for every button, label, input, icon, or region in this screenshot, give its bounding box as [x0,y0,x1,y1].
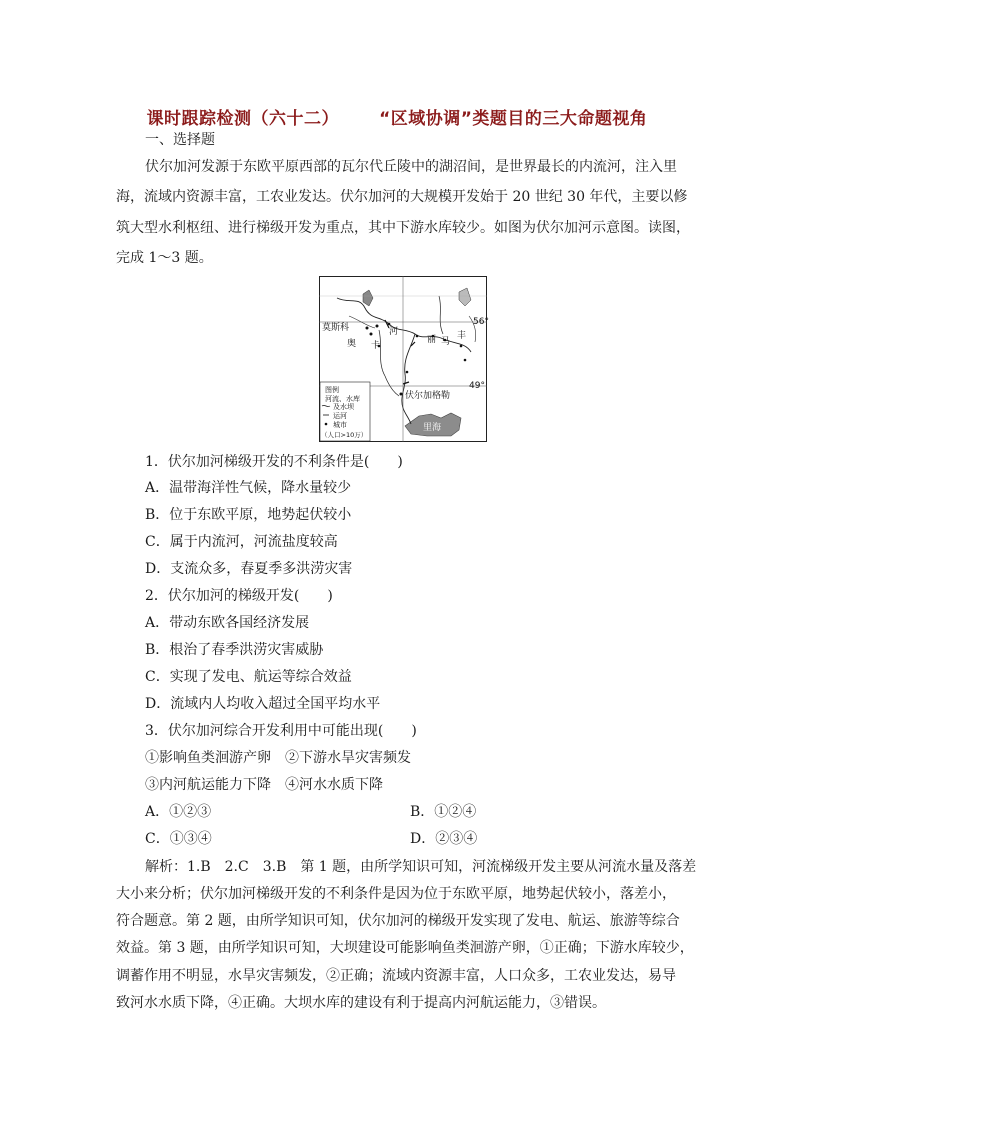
label-lat-49: 49° [469,381,485,391]
q2-option-a: A．带动东欧各国经济发展 [145,615,310,631]
label-he: 河 [389,327,399,337]
label-ao: 奥 [347,339,357,349]
label-moscow: 莫斯科 [322,323,350,333]
label-feng: 丰 [457,331,467,341]
legend-city-note: （人口>10万） [321,431,368,439]
label-caspian: 里海 [423,423,442,433]
q2-option-c: C．实现了发电、航运等综合效益 [145,669,352,685]
section-heading: 一、选择题 [145,132,215,148]
q1-option-d: D．支流众多，春夏季多洪涝灾害 [145,561,353,577]
analysis-line-1: 解析：1.B 2.C 3.B 第 1 题，由所学知识可知，河流梯级开发主要从河流水量及落差 [145,859,697,875]
label-volgograd: 伏尔加格勒 [405,391,451,401]
q3-option-d: D．②③④ [410,831,478,847]
label-ma: 马 [441,337,451,347]
volga-river-map [319,276,487,442]
intro-line-3: 筑大型水利枢纽、进行梯级开发为重点，其中下游水库较少。如图为伏尔加河示意图。读图， [116,220,690,236]
q3-option-b: B．①②④ [410,804,477,820]
intro-line-4: 完成 1～3 题。 [116,250,213,266]
page-title [0,104,794,129]
q2-option-b: B．根治了春季洪涝灾害威胁 [145,642,324,658]
q3-stem: 3．伏尔加河综合开发利用中可能出现( ) [145,723,417,739]
intro-line-1: 伏尔加河发源于东欧平原西部的瓦尔代丘陵中的湖沼间，是世界最长的内流河，注入里 [145,159,677,175]
legend-title: 图例 [325,386,339,394]
analysis-line-6: 致河水水质下降，④正确。大坝水库的建设有利于提高内河航运能力，③错误。 [116,995,606,1011]
label-li: 丽 [427,335,437,345]
q1-stem: 1．伏尔加河梯级开发的不利条件是( ) [145,454,403,470]
legend-dam: 及水坝 [333,403,354,411]
analysis-line-4: 效益。第 3 题，由所学知识可知，大坝建设可能影响鱼类洄游产卵，①正确；下游水库较少， [116,940,694,956]
q3-option-c: C．①③④ [145,831,212,847]
q2-stem: 2．伏尔加河的梯级开发( ) [145,588,333,604]
q3-option-a: A．①②③ [145,804,212,820]
legend-canal: 运河 [333,412,347,420]
legend-river: 河流、水库 [325,395,360,403]
q1-option-c: C．属于内流河，河流盐度较高 [145,534,338,550]
q2-option-d: D．流域内人均收入超过全国平均水平 [145,696,381,712]
q1-option-b: B．位于东欧平原，地势起伏较小 [145,507,352,523]
label-ka: 卡 [371,341,381,351]
analysis-line-5: 调蓄作用不明显，水旱灾害频发，②正确；流域内资源丰富，人口众多，工农业发达，易导 [116,968,676,984]
analysis-line-3: 符合题意。第 2 题，由所学知识可知，伏尔加河的梯级开发实现了发电、航运、旅游等综合 [116,913,680,929]
legend-city: 城市 [333,421,347,429]
q3-statements-2: ③内河航运能力下降 ④河水水质下降 [145,777,383,793]
analysis-line-2: 大小来分析；伏尔加河梯级开发的不利条件是因为位于东欧平原，地势起伏较小，落差小， [116,886,676,902]
intro-line-2: 海，流域内资源丰富，工农业发达。伏尔加河的大规模开发始于 20 世纪 30 年代，主要以修 [116,189,688,205]
q3-statements-1: ①影响鱼类洄游产卵 ②下游水旱灾害频发 [145,750,411,766]
label-lat-56: 56° [473,317,489,327]
q1-option-a: A．温带海洋性气候，降水量较少 [145,480,352,496]
title-part-2: “区域协调”类题目的三大命题视角 [379,109,648,129]
legend-city-icon [325,423,328,426]
title-part-1: 课时跟踪检测（六十二） [146,109,340,129]
